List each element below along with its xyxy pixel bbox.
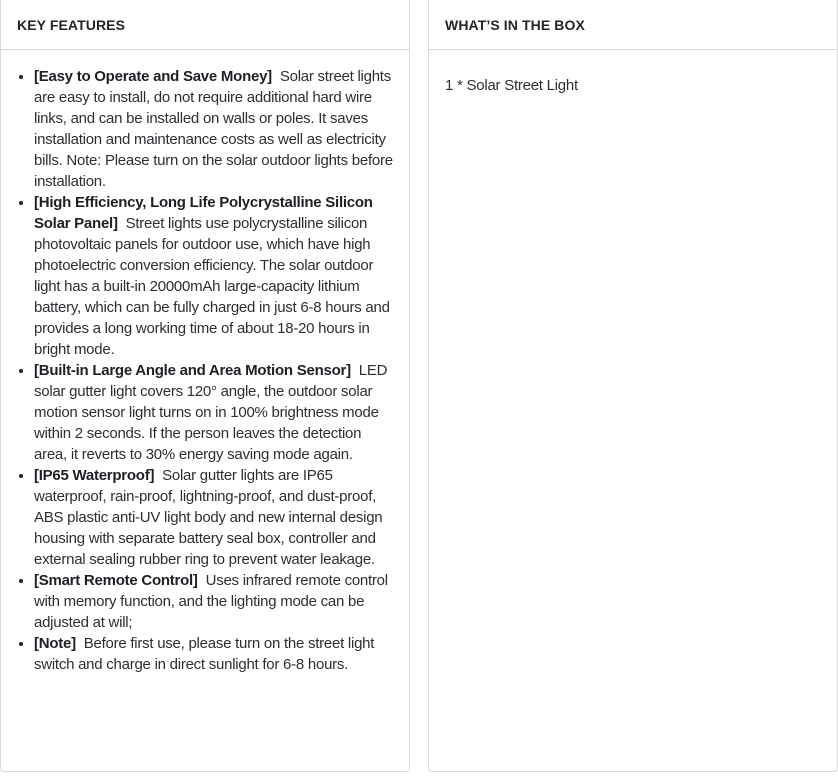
feature-heading: [Note] bbox=[34, 635, 76, 652]
feature-item-motion-sensor bbox=[34, 360, 395, 465]
feature-heading: [Easy to Operate and Save Money] bbox=[34, 68, 272, 85]
key-features-panel bbox=[0, 0, 410, 772]
feature-item-note bbox=[34, 633, 395, 675]
feature-text: Solar gutter lights are IP65 waterproof, rain-proof, lightning-proof, and dust-proof, ABS plastic anti-UV light body and new internal design housing with separate battery seal box, controller and external sealing rubber ring to prevent water leakage. bbox=[34, 467, 383, 568]
feature-heading: [Smart Remote Control] bbox=[34, 572, 198, 589]
feature-text: Street lights use polycrystalline silicon photovoltaic panels for outdoor use, which have high photoelectric conversion efficiency. The solar outdoor light has a built-in 20000mAh large-capacity lithium battery, which can be fully charged in just 6-8 hours and provides a long working time of about 18-20 hours in bright mode. bbox=[34, 215, 390, 358]
whats-in-box-header bbox=[429, 0, 837, 50]
feature-item-waterproof bbox=[34, 465, 395, 570]
whats-in-box-body bbox=[429, 50, 837, 96]
key-features-list bbox=[17, 66, 395, 675]
feature-heading: [High Efficiency, Long Life Polycrystalline Silicon Solar Panel] bbox=[34, 194, 373, 232]
feature-text: Uses infrared remote control with memory function, and the lighting mode can be adjusted at will; bbox=[34, 572, 388, 631]
key-features-title: KEY FEATURES bbox=[17, 16, 126, 33]
key-features-header bbox=[1, 0, 409, 50]
feature-item-high-efficiency bbox=[34, 192, 395, 360]
feature-heading: [IP65 Waterproof] bbox=[34, 467, 155, 484]
whats-in-box-panel bbox=[428, 0, 838, 772]
feature-item-remote-control bbox=[34, 570, 395, 633]
feature-heading: [Built-in Large Angle and Area Motion Sensor] bbox=[34, 362, 351, 379]
whats-in-box-title: WHAT’S IN THE BOX bbox=[445, 16, 585, 33]
box-content-item: 1 * Solar Street Light bbox=[445, 77, 578, 94]
feature-item-easy-operate bbox=[34, 66, 395, 192]
key-features-body bbox=[1, 50, 409, 675]
feature-text: Solar street lights are easy to install, do not require additional hard wire links, and can be installed on walls or poles. It saves installation and maintenance costs as well as electricity bills. Note: Please turn on the solar outdoor lights before installation. bbox=[34, 68, 393, 190]
feature-text: Before first use, please turn on the street light switch and charge in direct sunlight for 6-8 hours. bbox=[34, 635, 375, 673]
feature-text: LED solar gutter light covers 120° angle, the outdoor solar motion sensor light turns on in 100% brightness mode within 2 seconds. If the person leaves the detection area, it reverts to 30% energy saving mode again. bbox=[34, 362, 388, 463]
